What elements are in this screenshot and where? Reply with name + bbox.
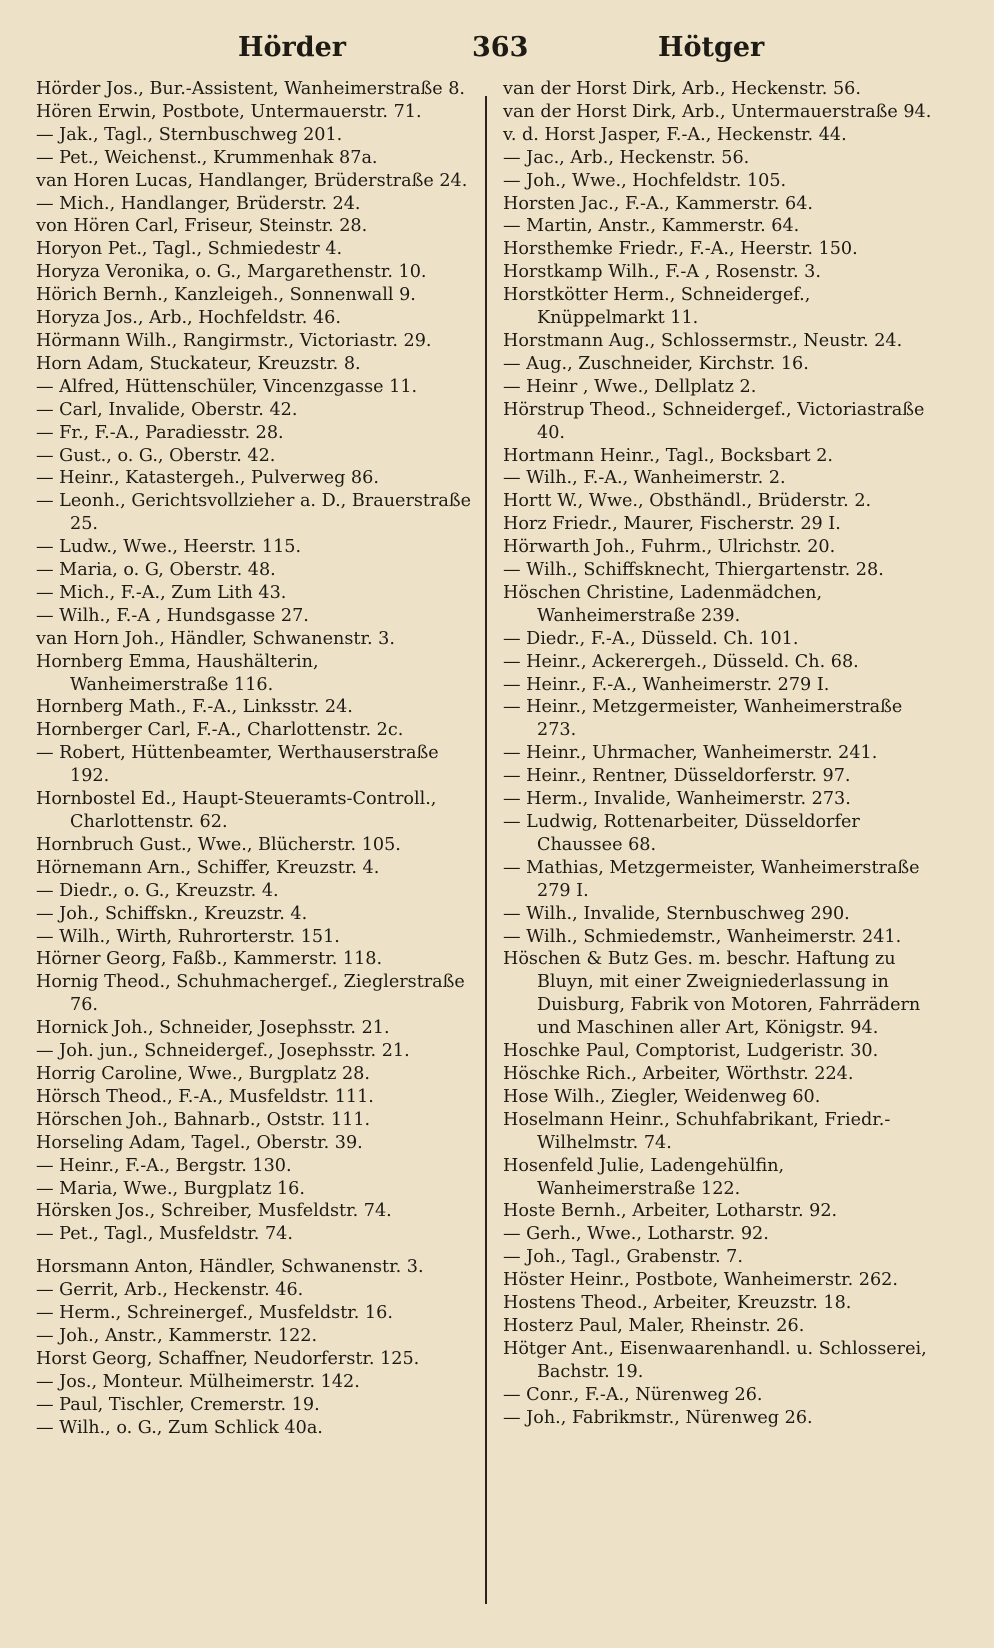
column-divider	[485, 96, 487, 1604]
directory-entry: v. d. Horst Jasper, F.-A., Heckenstr. 44.	[503, 124, 847, 145]
directory-entry: Hörmann Wilh., Rangirmstr., Victoriastr. 29.	[36, 330, 432, 351]
directory-entry: Hörsken Jos., Schreiber, Musfeldstr. 74.	[36, 1201, 392, 1222]
directory-entry: — Heinr., Katastergeh., Pulverweg 86.	[36, 468, 379, 489]
directory-entry: — Diedr., o. G., Kreuzstr. 4.	[36, 880, 279, 901]
directory-entry: Hortt W., Wwe., Obsthändl., Brüderstr. 2.	[503, 491, 872, 512]
directory-entry: — Gerh., Wwe., Lotharstr. 92.	[503, 1224, 769, 1245]
header-right-keyword: Hötger	[658, 32, 765, 63]
directory-entry: — Ludwig, Rottenarbeiter, Düsseldorfer Chaussee 68.	[503, 812, 860, 855]
directory-entry: — Heinr., Rentner, Düsseldorferstr. 97.	[503, 766, 851, 787]
directory-entry: — Wilh., F.-A., Wanheimerstr. 2.	[503, 468, 786, 489]
directory-entry: — Heinr., F.-A., Bergstr. 130.	[36, 1155, 292, 1176]
directory-entry: — Mich., F.-A., Zum Lith 43.	[36, 582, 287, 603]
directory-entry: — Maria, o. G, Oberstr. 48.	[36, 560, 276, 581]
directory-entry: Horz Friedr., Maurer, Fischerstr. 29 I.	[503, 514, 841, 535]
directory-entry: — Joh., Anstr., Kammerstr. 122.	[36, 1325, 318, 1346]
directory-entry: Hörner Georg, Faßb., Kammerstr. 118.	[36, 949, 383, 970]
directory-entry: — Fr., F.-A., Paradiesstr. 28.	[36, 422, 284, 443]
directory-entry: Horseling Adam, Tagel., Oberstr. 39.	[36, 1132, 363, 1153]
directory-entry: — Jos., Monteur. Mülheimerstr. 142.	[36, 1371, 360, 1392]
directory-entry: Horst Georg, Schaffner, Neudorferstr. 125.	[36, 1348, 420, 1369]
directory-entry: Horrig Caroline, Wwe., Burgplatz 28.	[36, 1063, 370, 1084]
directory-entry: — Gust., o. G., Oberstr. 42.	[36, 445, 276, 466]
directory-entry: Hosterz Paul, Maler, Rheinstr. 26.	[503, 1315, 805, 1336]
directory-entry: Hötger Ant., Eisenwaarenhandl. u. Schlosserei, Bachstr. 19.	[503, 1338, 927, 1382]
directory-entry: Höschke Rich., Arbeiter, Wörthstr. 224.	[503, 1063, 854, 1084]
directory-entry: — Heinr., Uhrmacher, Wanheimerstr. 241.	[503, 743, 878, 764]
directory-entry: Horyon Pet., Tagl., Schmiedestr 4.	[36, 239, 343, 260]
directory-entry: — Jac., Arb., Heckenstr. 56.	[503, 147, 750, 168]
directory-entry: Hornbruch Gust., Wwe., Blücherstr. 105.	[36, 834, 401, 855]
directory-entry: — Alfred, Hüttenschüler, Vincenzgasse 11.	[36, 376, 418, 397]
directory-entry: — Joh. jun., Schneidergef., Josephsstr. 21.	[36, 1041, 410, 1062]
directory-entry: — Wilh., F.-A , Hundsgasse 27.	[36, 605, 309, 626]
directory-entry: — Aug., Zuschneider, Kirchstr. 16.	[503, 353, 809, 374]
directory-entry: — Mich., Handlanger, Brüderstr. 24.	[36, 193, 361, 214]
directory-entry: Hoschke Paul, Comptorist, Ludgeristr. 30.	[503, 1041, 879, 1062]
directory-entry: Höster Heinr., Postbote, Wanheimerstr. 262.	[503, 1270, 898, 1291]
directory-entry: Horsten Jac., F.-A., Kammerstr. 64.	[503, 193, 814, 214]
directory-entry: van der Horst Dirk, Arb., Heckenstr. 56.	[503, 79, 861, 99]
directory-entry: — Maria, Wwe., Burgplatz 16.	[36, 1178, 305, 1199]
directory-entry: Hoselmann Heinr., Schuhfabrikant, Friedr.-Wilhelmstr. 74.	[503, 1109, 891, 1153]
directory-entry: — Robert, Hüttenbeamter, Werthauserstraße 192.	[36, 743, 439, 787]
directory-entry: Horstkötter Herm., Schneidergef., Knüppelmarkt 11.	[503, 285, 811, 329]
directory-entry: — Ludw., Wwe., Heerstr. 115.	[36, 537, 302, 558]
directory-entry: — Leonh., Gerichtsvollzieher a. D., Brauerstraße 25.	[36, 491, 472, 535]
directory-entry: Hortmann Heinr., Tagl., Bocksbart 2.	[503, 445, 834, 466]
directory-entry: — Martin, Anstr., Kammerstr. 64.	[503, 216, 800, 237]
directory-entry: — Herm., Invalide, Wanheimerstr. 273.	[503, 789, 851, 810]
directory-entry: — Herm., Schreinergef., Musfeldstr. 16.	[36, 1303, 393, 1324]
directory-entry: Horyza Veronika, o. G., Margarethenstr. 10.	[36, 262, 427, 283]
directory-entry: — Heinr., F.-A., Wanheimerstr. 279 I.	[503, 674, 830, 695]
left-column	[36, 78, 476, 1439]
page-number: 363	[472, 32, 529, 63]
right-column	[503, 78, 943, 1429]
directory-entry: Hoste Bernh., Arbeiter, Lotharstr. 92.	[503, 1201, 838, 1222]
directory-entry: — Mathias, Metzgermeister, Wanheimerstraße 279 I.	[503, 857, 920, 901]
directory-entry: Hörschen Joh., Bahnarb., Oststr. 111.	[36, 1109, 371, 1130]
directory-entry: — Conr., F.-A., Nürenweg 26.	[503, 1384, 763, 1405]
directory-entry: van Horen Lucas, Handlanger, Brüderstraße 24.	[36, 170, 468, 191]
directory-entry: — Pet., Tagl., Musfeldstr. 74.	[36, 1224, 293, 1245]
directory-entry: — Pet., Weichenst., Krummenhak 87a.	[36, 147, 378, 168]
directory-entry: Hören Erwin, Postbote, Untermauerstr. 71.	[36, 101, 422, 122]
directory-entry: Hornberg Emma, Haushälterin, Wanheimerstraße 116.	[36, 651, 319, 695]
directory-entry: — Wilh., Schiffsknecht, Thiergartenstr. 28.	[503, 560, 884, 581]
directory-entry: — Diedr., F.-A., Düsseld. Ch. 101.	[503, 628, 799, 649]
directory-entry: — Joh., Tagl., Grabenstr. 7.	[503, 1247, 743, 1268]
directory-entry: Hornick Joh., Schneider, Josephsstr. 21.	[36, 1018, 390, 1039]
directory-entry: — Heinr., Ackerergeh., Düsseld. Ch. 68.	[503, 651, 859, 672]
directory-entry: Horn Adam, Stuckateur, Kreuzstr. 8.	[36, 353, 361, 374]
directory-entry: Hörwarth Joh., Fuhrm., Ulrichstr. 20.	[503, 537, 836, 558]
directory-entry: Horstkamp Wilh., F.-A , Rosenstr. 3.	[503, 262, 821, 283]
directory-entry: Hörnemann Arn., Schiffer, Kreuzstr. 4.	[36, 857, 380, 878]
directory-entry: Horsthemke Friedr., F.-A., Heerstr. 150.	[503, 239, 858, 260]
directory-entry: Hörstrup Theod., Schneidergef., Victoriastraße 40.	[503, 399, 925, 443]
directory-entry: Hosenfeld Julie, Ladengehülfin, Wanheimerstraße 122.	[503, 1155, 785, 1199]
directory-entry: van Horn Joh., Händler, Schwanenstr. 3.	[36, 628, 395, 649]
header-left-keyword: Hörder	[238, 32, 347, 63]
directory-entry: Horsmann Anton, Händler, Schwanenstr. 3.	[36, 1257, 424, 1278]
directory-entry: — Heinr., Metzgermeister, Wanheimerstraße 273.	[503, 697, 903, 741]
directory-entry: — Joh., Fabrikmstr., Nürenweg 26.	[503, 1407, 813, 1428]
directory-entry: — Wilh., o. G., Zum Schlick 40a.	[36, 1417, 323, 1438]
directory-entry: — Joh., Schiffskn., Kreuzstr. 4.	[36, 903, 308, 924]
directory-entry: — Wilh., Wirth, Ruhrorterstr. 151.	[36, 926, 340, 947]
directory-entry: Hörsch Theod., F.-A., Musfeldstr. 111.	[36, 1086, 374, 1107]
directory-entry: Hörder Jos., Bur.-Assistent, Wanheimerstraße 8.	[36, 79, 466, 99]
page-header	[40, 28, 960, 68]
directory-entry: Hornbostel Ed., Haupt-Steueramts-Controll., Charlottenstr. 62.	[36, 789, 437, 832]
directory-entry: Hornberg Math., F.-A., Linksstr. 24.	[36, 697, 353, 718]
directory-entry: — Carl, Invalide, Oberstr. 42.	[36, 399, 298, 420]
directory-entry: Hornig Theod., Schuhmachergef., Zieglerstraße 76.	[36, 972, 465, 1016]
directory-entry: Höschen & Butz Ges. m. beschr. Haftung zu Bluyn, mit einer Zweigniederlassung in Duisburg, Fabrik von Motoren, Fahrrädern und Maschinen aller Art, Königstr. 94.	[503, 949, 921, 1039]
directory-entry: — Gerrit, Arb., Heckenstr. 46.	[36, 1280, 304, 1301]
directory-entry: Hornberger Carl, F.-A., Charlottenstr. 2c.	[36, 720, 404, 741]
directory-entry: — Wilh., Invalide, Sternbuschweg 290.	[503, 903, 850, 924]
directory-entry: Höschen Christine, Ladenmädchen, Wanheimerstraße 239.	[503, 582, 823, 626]
directory-entry: — Paul, Tischler, Cremerstr. 19.	[36, 1394, 320, 1415]
directory-entry: Hörich Bernh., Kanzleigeh., Sonnenwall 9.	[36, 285, 416, 306]
directory-entry: — Heinr , Wwe., Dellplatz 2.	[503, 376, 757, 397]
directory-entry: Horstmann Aug., Schlossermstr., Neustr. 24.	[503, 330, 903, 351]
directory-entry: — Wilh., Schmiedemstr., Wanheimerstr. 241.	[503, 926, 902, 947]
directory-entry: Hose Wilh., Ziegler, Weidenweg 60.	[503, 1086, 821, 1107]
directory-entry: — Jak., Tagl., Sternbuschweg 201.	[36, 124, 343, 145]
directory-entry: Hostens Theod., Arbeiter, Kreuzstr. 18.	[503, 1293, 852, 1314]
directory-entry: van der Horst Dirk, Arb., Untermauerstraße 94.	[503, 101, 932, 122]
directory-entry: von Hören Carl, Friseur, Steinstr. 28.	[36, 216, 368, 237]
directory-entry: Horyza Jos., Arb., Hochfeldstr. 46.	[36, 308, 341, 329]
directory-entry: — Joh., Wwe., Hochfeldstr. 105.	[503, 170, 787, 191]
